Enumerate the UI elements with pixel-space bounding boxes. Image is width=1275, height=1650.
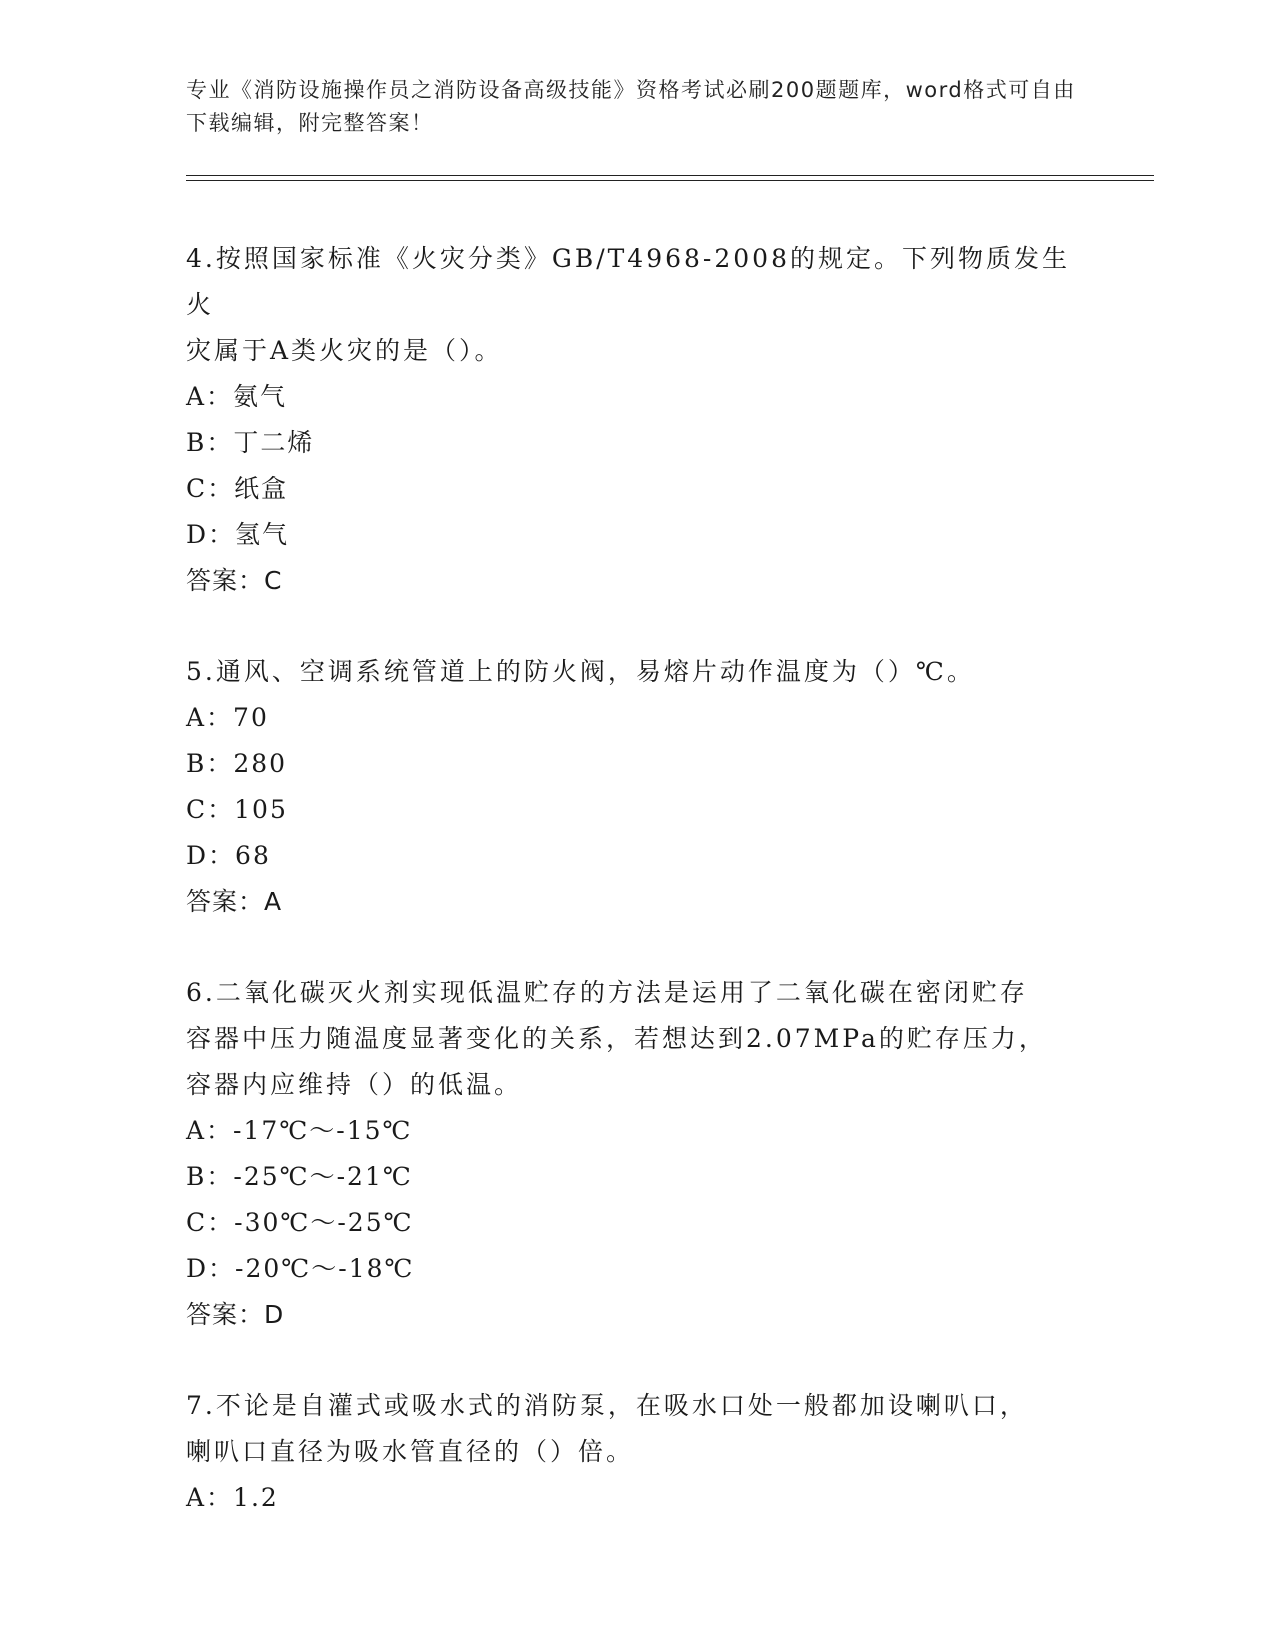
option-c: C：纸盒 — [186, 474, 289, 503]
question-4 — [186, 236, 1086, 604]
option-c: C：-30℃～-25℃ — [186, 1208, 414, 1237]
option-b: B：丁二烯 — [186, 428, 315, 457]
option-a: A：氨气 — [186, 382, 288, 411]
question-6 — [186, 970, 1086, 1338]
question-spacer — [186, 604, 1086, 649]
answer-line: 答案：C — [186, 566, 283, 595]
question-stem-line: 喇叭口直径为吸水管直径的（）倍。 — [186, 1437, 635, 1466]
question-stem-line: 5.通风、空调系统管道上的防火阀，易熔片动作温度为（）℃。 — [186, 657, 975, 686]
answer-line: 答案：A — [186, 887, 283, 916]
question-stem-line: 6.二氧化碳灭火剂实现低温贮存的方法是运用了二氧化碳在密闭贮存 — [186, 978, 1028, 1007]
question-7 — [186, 1383, 1086, 1521]
question-spacer — [186, 925, 1086, 970]
option-d: D：68 — [186, 841, 271, 870]
question-list — [186, 236, 1086, 1521]
answer-line: 答案：D — [186, 1300, 285, 1329]
question-stem-line: 容器内应维持（）的低温。 — [186, 1070, 523, 1099]
option-a: A：1.2 — [186, 1483, 279, 1512]
question-5 — [186, 649, 1086, 925]
question-stem-line: 容器中压力随温度显著变化的关系，若想达到2.07MPa的贮存压力， — [186, 1024, 1047, 1053]
header-divider-top — [186, 175, 1154, 176]
option-c: C：105 — [186, 795, 288, 824]
question-stem-line: 灾属于A类火灾的是（）。 — [186, 336, 503, 365]
option-d: D：-20℃～-18℃ — [186, 1254, 415, 1283]
option-a: A：-17℃～-15℃ — [186, 1116, 413, 1145]
document-header: 专业《消防设施操作员之消防设备高级技能》资格考试必刷200题题库，word格式可自由下载编辑，附完整答案！ — [186, 78, 1076, 135]
header-divider-bottom — [186, 180, 1154, 181]
option-d: D：氢气 — [186, 520, 290, 549]
question-stem-line: 4.按照国家标准《火灾分类》GB/T4968-2008的规定。下列物质发生火 — [186, 244, 1070, 319]
question-spacer — [186, 1338, 1086, 1383]
option-a: A：70 — [186, 703, 269, 732]
option-b: B：280 — [186, 749, 288, 778]
question-stem-line: 7.不论是自灌式或吸水式的消防泵，在吸水口处一般都加设喇叭口， — [186, 1391, 1028, 1420]
option-b: B：-25℃～-21℃ — [186, 1162, 413, 1191]
